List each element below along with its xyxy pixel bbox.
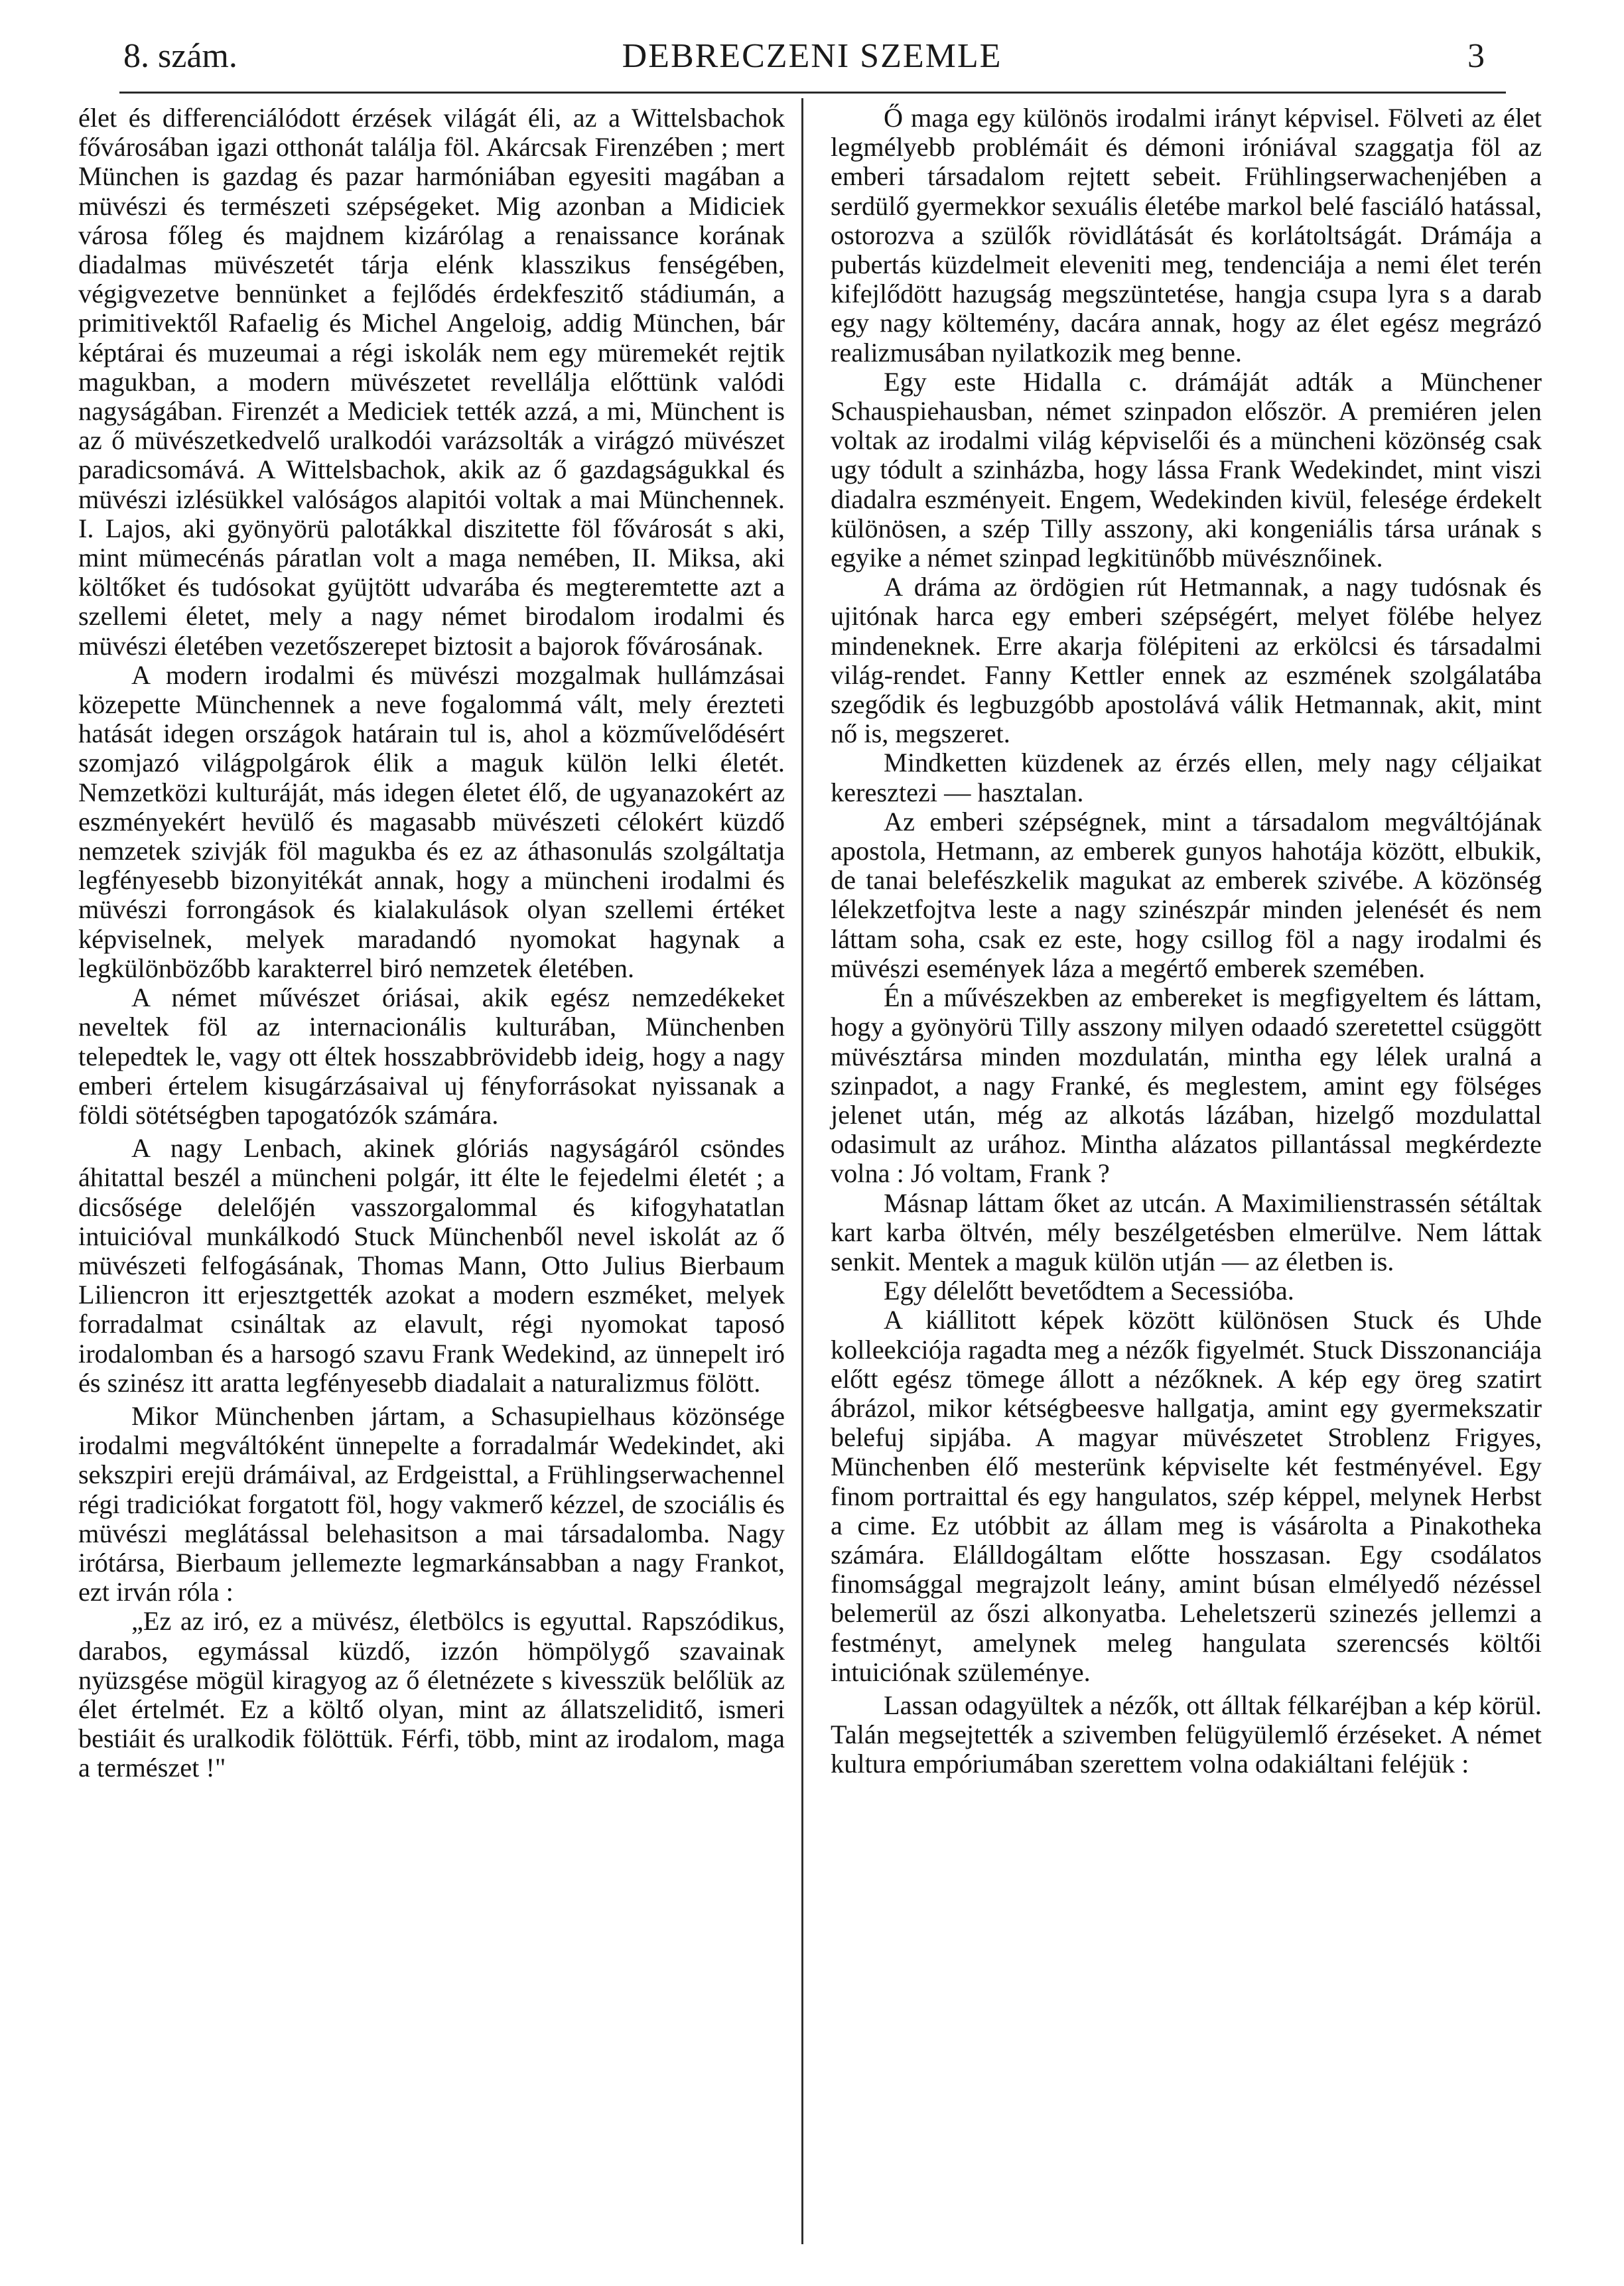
header-rule [119,92,1506,94]
right-column [831,103,1542,1779]
paragraph: Egy este Hidalla c. drámáját adták a Münchener Schauspiehausban, német szinpadon először. A premiéren jelen voltak az irodalmi világ képviselői és a müncheni közönség csak ugy tódult a szinházba, hogy lássa Frank Wedekindet, mint viszi diadalra eszményeit. Engem, Wedekinden kivül, felesége érdekelt különösen, a szép Tilly asszony, aki kongeniális társa urának s egyike a német szinpad legkitünőbb müvésznőinek. [831,366,1542,573]
column-divider [801,98,803,2244]
paragraph: Én a művészekben az embereket is megfigyeltem és láttam, hogy a gyönyörü Tilly asszony milyen odaadó szeretettel csüggött müvésztársa minden mozdulatán, mintha egy lélek uralná a szinpadot, a nagy Franké, és meglestem, amint egy fölséges jelenet után, még az alkotás lázában, hizelgő mozdulattal odasimult az urához. Mintha alázatos pillantással megkérdezte volna : Jó voltam, Frank ? [831,982,1542,1189]
paragraph: Az emberi szépségnek, mint a társadalom megváltójának apostola, Hetmann, az emberek gunyos hahotája között, elbukik, de tanai belefészkelik magukat az emberek szivébe. A közönség lélekzetfojtva leste a nagy szinészpár minden jelenését és nem láttam soha, csak ez este, hogy csillog föl a nagy irodalmi és müvészi események láza a megértő emberek szemében. [831,806,1542,983]
paragraph: Lassan odagyültek a nézők, ott álltak félkaréjban a kép körül. Talán megsejtették a szivemben felügyülemlő érzéseket. A német kultura empóriumában szerettem volna odakiáltani feléjük : [831,1690,1542,1779]
running-head [0,0,1624,100]
paragraph: A kiállitott képek között különösen Stuck és Uhde kolleekciója ragadta meg a nézők figyelmét. Stuck Disszonanciája előtt egész tömege állott a nézőknek. A kép egy öreg szatirt ábrázol, mikor kétségbeesve hallgatja, amint egy gyermekszatir belefuj sipjába. A magyar müvészetet Stroblenz Frigyes, Münchenben élő mesterünk képviselte két festményével. Egy finom portraittal és egy hangulatos, szép képpel, melynek Herbst a cime. Ez utóbbit az állam meg is vásárolta a Pinakotheka számára. Elálldogáltam előtte hosszasan. Egy csodálatos finomsággal megrajzolt leány, amint búsan elmélyedő nézéssel belemerül az őszi alkonyatba. Leheletszerü szinezés jellemzi a festményt, amelynek meleg hangulata szerencsés költői intuiciónak szüleménye. [831,1305,1542,1687]
paragraph: Másnap láttam őket az utcán. A Maximilienstrassén sétáltak kart karba öltvén, mély beszélgetésben elmerülve. Nem láttak senkit. Mentek a maguk külön utján — az életben is. [831,1187,1542,1276]
paragraph: A német művészet óriásai, akik egész nemzedékeket neveltek föl az internacionális kulturában, Münchenben telepedtek le, vagy ott éltek hosszabbrövidebb ideig, hogy a nagy emberi értelem kisugárzásaival uj fényforrásokat nyissanak a földi sötétségben tapogatózók számára. [78,982,785,1130]
paragraph: Egy délelőtt bevetődtem a Secessióba. [884,1276,1294,1306]
paragraph: élet és differenciálódott érzések világát éli, az a Wittelsbachok fővárosában igazi otthonát találja föl. Akárcsak Firenzében ; mert München is gazdag és pazar harmóniában egyesiti magában a müvészi és természeti szépségeket. Mig azonban a Midiciek városa főleg és majdnem kizárólag a renaissance korának diadalmas müvészetét tárja elénk klasszikus fenségében, végigvezetve bennünket a fejlődés érdekfeszitő stádiumán, a primitivektől Rafaelig és Michel Angeloig, addig München, bár képtárai és muzeumai a régi iskolák nem egy müremekét rejtik magukban, a modern müvészetet revellálja előttünk valódi nagyságában. Firenzét a Mediciek tették azzá, a mi, Münchent is az ő müvészetkedvelő uralkodói varázsolták a virágzó müvészet paradicsomává. A Wittelsbachok, akik az ő gazdagságukkal és müvészi izlésükkel valóságos alapitói voltak a mai Münchennek. I. Lajos, aki gyönyörü palotákkal diszitette föl fővárosát s aki, mint mümecénás páratlan volt a maga nemében, II. Miksa, aki költőket és tudósokat gyüjtött udvarába és megteremtette azt a szellemi életet, mely a nagy német birodalom irodalmi és müvészi életében vezetőszerepet biztosit a bajorok fővárosának. [78,103,785,661]
journal-title: DEBRECZENI SZEMLE [622,37,1002,75]
page-number: 3 [1467,37,1485,75]
paragraph: Ő maga egy különös irodalmi irányt képvisel. Fölveti az élet legmélyebb problémáit és démoni iróniával szaggatja föl az emberi társadalom rejtett sebeit. Frühlingserwachenjében a serdülő gyermekkor sexuális életébe markol belé fasciáló hatással, ostorozva a szülők rövidlátását és korlátoltságát. Drámája a pubertás küzdelmeit eleveniti meg, tendenciája a nemi élet terén kifejlődött hazugság megszüntetése, hangja csupa lyra s a darab egy nagy költemény, dacára annak, hogy az élet egész megrázó realizmusában nyilatkozik meg benne. [831,103,1542,368]
issue-number: 8. szám. [123,37,237,75]
paragraph: A modern irodalmi és müvészi mozgalmak hullámzásai közepette Münchennek a neve fogalommá vált, mely érezteti hatását idegen országok határain tul is, ahol a közművelődésért szomjazó világpolgárok élik a maguk külön lelki életét. Nemzetközi kulturáját, más idegen életet élő, de ugyanazokért az eszményekért hevülő és magasabb müvészeti célokért küzdő nemzetek szivják föl magukba és ez az áthasonulás szolgáltatja legfényesebb bizonyitékát annak, hogy a müncheni irodalmi és müvészi forrongások és kialakulások olyan szellemi értéket képviselnek, melyek maradandó nyomokat hagynak a legkülönbözőbb karakterrel biró nemzetek életében. [78,659,785,983]
left-column [78,103,785,1783]
paragraph: Mikor Münchenben jártam, a Schasupielhaus közönsége irodalmi megváltóként ünnepelte a forradalmár Wedekindet, aki sekszpiri erejü drámáival, az Erdgeisttal, a Frühlingserwachennel régi tradiciókat forgatott föl, hogy vakmerő kézzel, de szociális és müvészi meglátással belehasitson a mai társadalomba. Nagy irótársa, Bierbaum jellemezte legmarkánsabban a nagy Frankot, ezt irván róla : [78,1400,785,1607]
paragraph: A nagy Lenbach, akinek glóriás nagyságáról csöndes áhitattal beszél a müncheni polgár, itt élte le fejedelmi életét ; a dicsősége delelőjén vasszorgalommal és kifogyhatatlan intuicióval munkálkodó Stuck Münchenből nevel iskolát az ő müvészeti felfogásának, Thomas Mann, Otto Julius Bierbaum Liliencron itt erjesztgették azokat a modern eszméket, melyek forradalmat csináltak az elavult, régi nyomokat taposó irodalomban és a harsogó szavu Frank Wedekind, az ünnepelt iró és szinész itt aratta legfényesebb diadalait a naturalizmus fölött. [78,1133,785,1398]
paragraph: A dráma az ördögien rút Hetmannak, a nagy tudósnak és ujitónak harca egy emberi szépségért, melyet fölébe helyez mindeneknek. Erre akarja fölépiteni az erkölcsi és társadalmi világ-rendet. Fanny Kettler ennek az eszmének szolgálatába szegődik és legbuzgóbb apostolává válik Hetmannak, akit, mint nő is, megszeret. [831,572,1542,749]
paragraph: Mindketten küzdenek az érzés ellen, mely nagy céljaikat keresztezi — hasztalan. [831,748,1542,807]
quotation: „Ez az iró, ez a müvész, életbölcs is egyuttal. Rapszódikus, darabos, egymással küzdő, izzón hömpölygő szavainak nyüzsgése mögül kiragyog az ő életnézete s kivesszük belőlük az élet értelmét. Ez a költő olyan, mint az állatszeliditő, ismeri bestiáit és uralkodik fölöttük. Férfi, több, mint az irodalom, maga a természet !" [78,1606,785,1783]
